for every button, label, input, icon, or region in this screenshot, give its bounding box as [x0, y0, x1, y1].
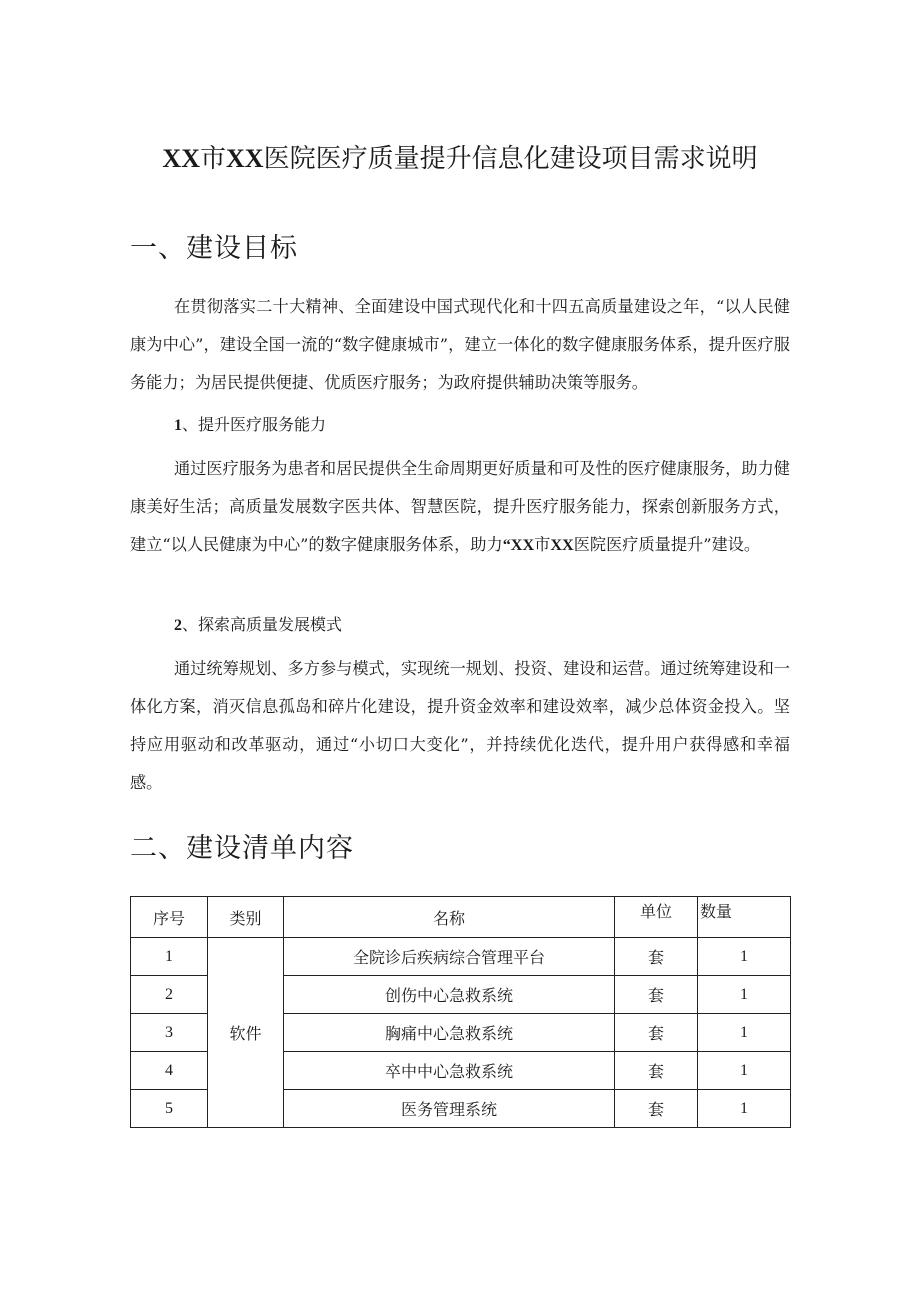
- table-header-cell: 序号: [131, 897, 208, 938]
- title-part: 市: [199, 144, 226, 174]
- section-2-heading: 二、建设清单内容: [130, 833, 354, 864]
- document-title: [0, 138, 920, 175]
- row-number: 5: [131, 1090, 208, 1128]
- item-quantity: 1: [698, 938, 791, 976]
- item-quantity: 1: [698, 1090, 791, 1128]
- title-part: XX: [226, 144, 264, 173]
- table-header-cell: 名称: [284, 897, 615, 938]
- row-number: 4: [131, 1052, 208, 1090]
- title-part: 医院医疗质量提升信息化建设项目需求说明: [263, 144, 758, 174]
- item-quantity: 1: [698, 1052, 791, 1090]
- subsection-label: 、提升医疗服务能力: [182, 415, 327, 434]
- paragraph-text: 市: [534, 535, 551, 554]
- table-header-cell: 数量: [698, 897, 791, 938]
- paragraph-text: “XX: [502, 536, 535, 554]
- section-1-heading: 一、建设目标: [130, 233, 298, 264]
- item-unit: 套: [615, 938, 698, 976]
- item-name: 卒中中心急救系统: [284, 1052, 615, 1090]
- subsection-2-heading: [174, 612, 342, 635]
- subsection-1-paragraph: [130, 450, 790, 564]
- title-part: XX: [162, 144, 200, 173]
- table-header-row: [131, 897, 791, 938]
- item-name: 全院诊后疾病综合管理平台: [284, 938, 615, 976]
- item-quantity: 1: [698, 976, 791, 1014]
- row-number: 3: [131, 1014, 208, 1052]
- row-number: 1: [131, 938, 208, 976]
- section-1-intro-paragraph: 在贯彻落实二十大精神、全面建设中国式现代化和十四五高质量建设之年，“以人民健康为中心”，建设全国一流的“数字健康城市”，建立一体化的数字健康服务体系，提升医疗服务能力；为居民提供便捷、优质医疗服务；为政府提供辅助决策等服务。: [130, 297, 790, 392]
- subsection-1-heading: [174, 412, 326, 435]
- item-name: 医务管理系统: [284, 1090, 615, 1128]
- item-unit: 套: [615, 1052, 698, 1090]
- subsection-number: 1: [174, 417, 182, 434]
- paragraph-text: XX: [550, 536, 574, 554]
- table-header-cell: 单位: [615, 897, 698, 938]
- build-list-table: [130, 896, 791, 1128]
- item-name: 胸痛中心急救系统: [284, 1014, 615, 1052]
- item-unit: 套: [615, 1090, 698, 1128]
- paragraph-text: 通过医疗服务为患者和居民提供全生命周期更好质量和可及性的医疗健康服务，助力健康美好生活；高质量发展数字医共体、智慧医院，提升医疗服务能力，探索创新服务方式，建立“以人民健康为中心”的数字健康服务体系，助力: [130, 459, 790, 554]
- subsection-label: 、探索高质量发展模式: [182, 615, 343, 634]
- item-name: 创伤中心急救系统: [284, 976, 615, 1014]
- row-number: 2: [131, 976, 208, 1014]
- item-quantity: 1: [698, 1014, 791, 1052]
- subsection-number: 2: [174, 617, 182, 634]
- item-unit: 套: [615, 976, 698, 1014]
- category-cell: 软件: [208, 938, 284, 1128]
- paragraph-text: 医院医疗质量提升”建设。: [573, 535, 761, 554]
- table-row: [131, 938, 791, 976]
- item-unit: 套: [615, 1014, 698, 1052]
- subsection-2-paragraph: 通过统筹规划、多方参与模式，实现统一规划、投资、建设和运营。通过统筹建设和一体化方案，消灭信息孤岛和碎片化建设，提升资金效率和建设效率，减少总体资金投入。坚持应用驱动和改革驱动，通过“小切口大变化”，并持续优化迭代，提升用户获得感和幸福感。: [130, 659, 790, 792]
- table-header-cell: 类别: [208, 897, 284, 938]
